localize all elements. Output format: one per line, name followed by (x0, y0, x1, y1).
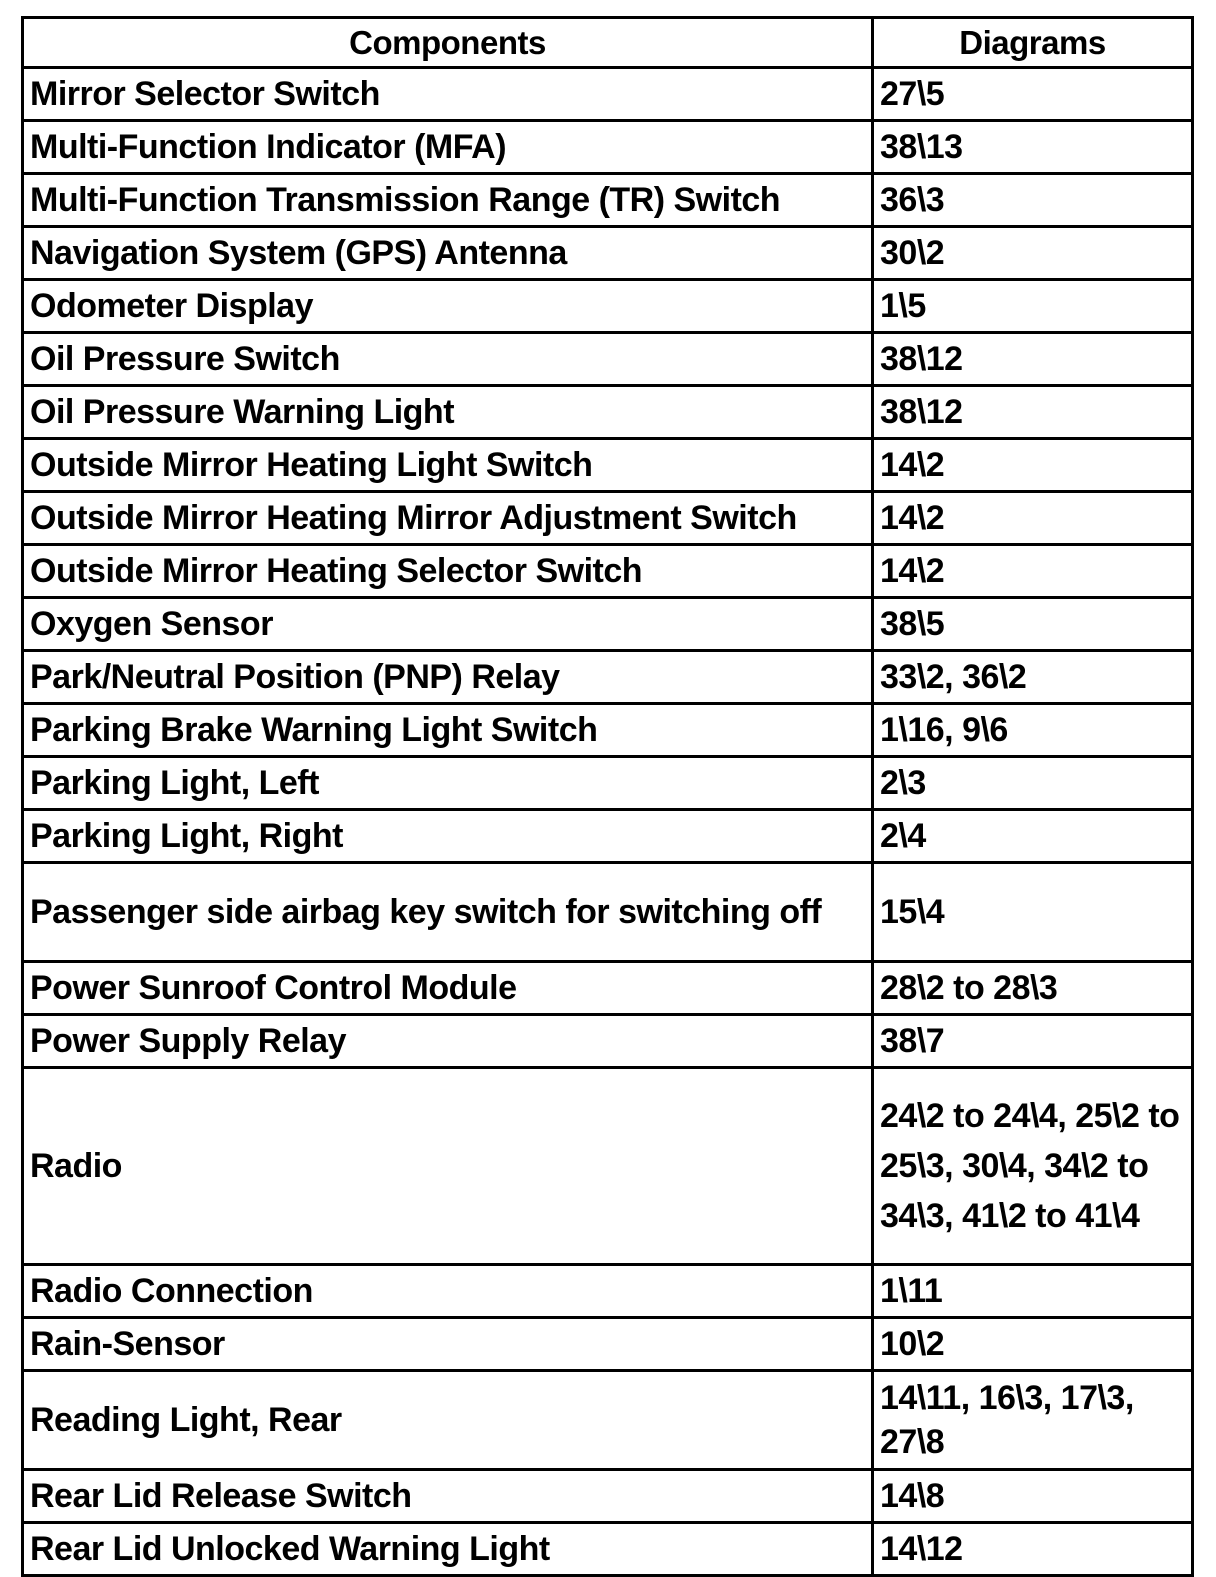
diagram-cell: 38\7 (873, 1015, 1193, 1068)
diagram-cell: 14\12 (873, 1523, 1193, 1576)
table-row (23, 121, 1193, 174)
component-cell: Oil Pressure Switch (23, 333, 873, 386)
table-row (23, 757, 1193, 810)
diagram-cell: 33\2, 36\2 (873, 651, 1193, 704)
table-row (23, 1068, 1193, 1265)
diagram-cell: 2\4 (873, 810, 1193, 863)
diagram-cell: 1\16, 9\6 (873, 704, 1193, 757)
component-cell: Navigation System (GPS) Antenna (23, 227, 873, 280)
table-row (23, 333, 1193, 386)
diagram-cell: 14\2 (873, 492, 1193, 545)
diagram-cell: 38\12 (873, 386, 1193, 439)
component-cell: Outside Mirror Heating Mirror Adjustment Switch (23, 492, 873, 545)
diagram-cell: 14\11, 16\3, 17\3, 27\8 (873, 1371, 1193, 1470)
diagram-cell: 2\3 (873, 757, 1193, 810)
component-cell: Power Sunroof Control Module (23, 962, 873, 1015)
component-cell: Power Supply Relay (23, 1015, 873, 1068)
component-cell: Outside Mirror Heating Light Switch (23, 439, 873, 492)
component-cell: Parking Light, Left (23, 757, 873, 810)
component-cell: Oxygen Sensor (23, 598, 873, 651)
table-row (23, 492, 1193, 545)
diagram-cell: 38\12 (873, 333, 1193, 386)
diagram-cell: 10\2 (873, 1318, 1193, 1371)
component-cell: Parking Brake Warning Light Switch (23, 704, 873, 757)
table-row (23, 651, 1193, 704)
diagram-cell: 36\3 (873, 174, 1193, 227)
diagram-cell: 30\2 (873, 227, 1193, 280)
component-cell: Oil Pressure Warning Light (23, 386, 873, 439)
table-row (23, 810, 1193, 863)
component-cell: Rear Lid Release Switch (23, 1470, 873, 1523)
table-row (23, 1318, 1193, 1371)
diagram-cell: 15\4 (873, 863, 1193, 962)
component-cell: Reading Light, Rear (23, 1371, 873, 1470)
component-cell: Outside Mirror Heating Selector Switch (23, 545, 873, 598)
table-row (23, 704, 1193, 757)
diagram-cell: 38\5 (873, 598, 1193, 651)
table-row (23, 545, 1193, 598)
components-diagrams-table (21, 16, 1194, 1577)
table-row (23, 1371, 1193, 1470)
component-cell: Mirror Selector Switch (23, 68, 873, 121)
table-row (23, 1015, 1193, 1068)
table-row (23, 962, 1193, 1015)
diagram-cell: 1\5 (873, 280, 1193, 333)
table-row (23, 280, 1193, 333)
component-cell: Park/Neutral Position (PNP) Relay (23, 651, 873, 704)
component-cell: Passenger side airbag key switch for switching off (23, 863, 873, 962)
component-cell: Radio (23, 1068, 873, 1265)
header-row (23, 18, 1193, 68)
table-row (23, 68, 1193, 121)
component-cell: Odometer Display (23, 280, 873, 333)
component-cell: Multi-Function Indicator (MFA) (23, 121, 873, 174)
diagram-cell: 24\2 to 24\4, 25\2 to 25\3, 30\4, 34\2 to 34\3, 41\2 to 41\4 (873, 1068, 1193, 1265)
component-cell: Radio Connection (23, 1265, 873, 1318)
table-row (23, 863, 1193, 962)
diagram-cell: 27\5 (873, 68, 1193, 121)
diagram-cell: 14\2 (873, 545, 1193, 598)
component-cell: Multi-Function Transmission Range (TR) Switch (23, 174, 873, 227)
table-row (23, 1470, 1193, 1523)
column-header-components: Components (23, 18, 873, 68)
diagram-cell: 1\11 (873, 1265, 1193, 1318)
component-cell: Parking Light, Right (23, 810, 873, 863)
component-cell: Rain-Sensor (23, 1318, 873, 1371)
table-row (23, 1265, 1193, 1318)
diagram-cell: 14\2 (873, 439, 1193, 492)
diagram-cell: 38\13 (873, 121, 1193, 174)
component-cell: Rear Lid Unlocked Warning Light (23, 1523, 873, 1576)
table-row (23, 174, 1193, 227)
table-row (23, 386, 1193, 439)
column-header-diagrams: Diagrams (873, 18, 1193, 68)
table-row (23, 227, 1193, 280)
diagram-cell: 14\8 (873, 1470, 1193, 1523)
table-row (23, 1523, 1193, 1576)
table-row (23, 439, 1193, 492)
table-row (23, 598, 1193, 651)
diagram-cell: 28\2 to 28\3 (873, 962, 1193, 1015)
